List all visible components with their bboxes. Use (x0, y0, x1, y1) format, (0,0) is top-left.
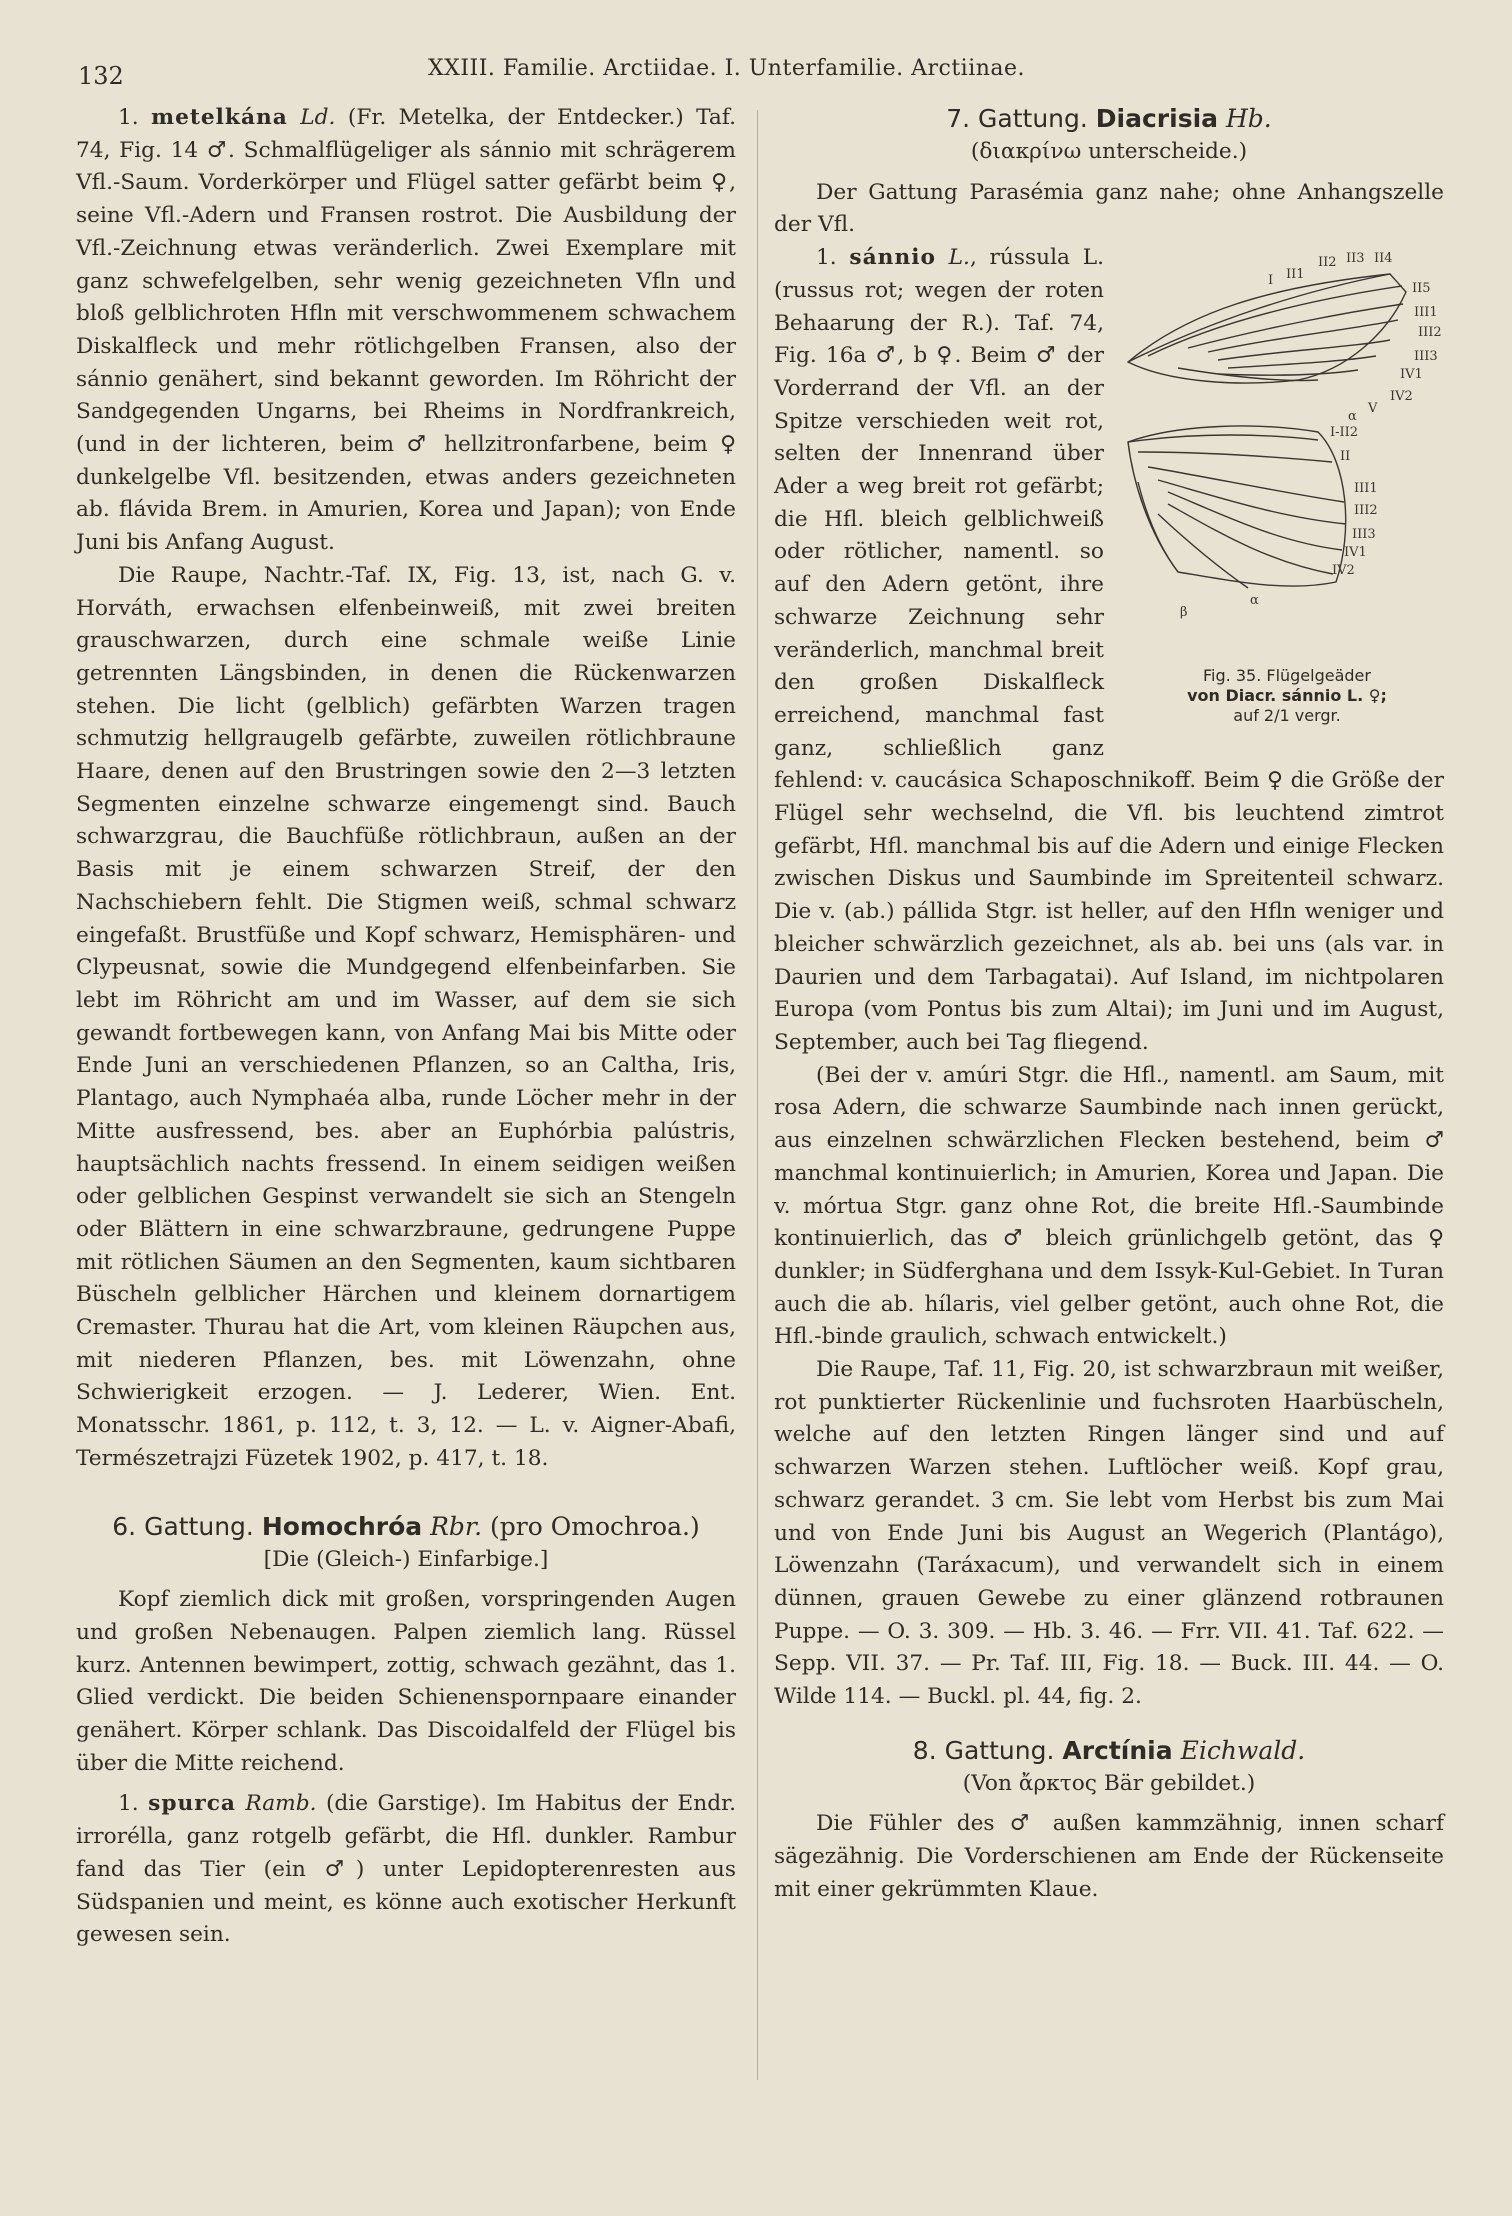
genus-name: Diacrisia (1095, 104, 1219, 133)
vein-label: II5 (1412, 281, 1431, 297)
genus-subtitle: (διακρίνω unterscheide.) (970, 139, 1248, 164)
column-divider (757, 110, 758, 2080)
vein-label: IV1 (1400, 367, 1423, 383)
vein-label: II2 (1318, 255, 1337, 271)
entry-number: 1. (118, 1791, 139, 1817)
raupe-paragraph: Die Raupe, Nachtr.-Taf. IX, Fig. 13, ist, nach G. v. Horváth, erwachsen elfenbeinweiß, mit zwei breiten grauschwarzen, durch eine schmale weiße Linie getrennten Längsbinden, in denen die Rückenwarzen stehen. Die licht (gelblich) gefärbten Warzen tragen schmutzig hellgraugelb gefärbte, zuweilen rötlichbraune Haare, denen auf den Brustringen sowie den 2—3 letzten Segmenten einzelne schwarze eingemengt sind. Bauch schwarzgrau, die Bauchfüße rötlichbraun, außen an der Basis mit je einem schwarzen Streif, der den Nachschiebern fehlt. Die Stigmen weiß, schmal schwarz eingefaßt. Brustfüße und Kopf schwarz, Hemisphären- und Clypeusnat, sowie die Mundgegend elfenbeinfarben. Sie lebt im Röhricht am und im Wasser, auf dem sie sich gewandt fortbewegen kann, von Anfang Mai bis Mitte oder Ende Juni an verschiedenen Pflanzen, so an Caltha, Iris, Plantago, auch Nymphaéa alba, runde Löcher mehr in der Mitte ausfressend, bes. aber an Euphórbia palústris, hauptsächlich nachts fressend. In einem seidigen weißen oder gelblichen Gespinst verwandelt sie sich an Stengeln oder Blättern in eine schwarzbraune, gedrungene Puppe mit rötlichen Säumen an den Segmenten, kaum sichtbaren Büscheln gelblicher Härchen und kleinem dornartigem Cremaster. Thurau hat die Art, vom kleinen Räupchen aus, mit niederen Pflanzen, bes. mit Löwenzahn, ohne Schwierigkeit erzogen. — J. Lederer, Wien. Ent. Monatsschr. 1861, p. 112, t. 3, 12. — L. v. Aigner-Abafi, Természetrajzi Füzetek 1902, p. 417, t. 18. (76, 562, 736, 1471)
spacer (76, 1476, 736, 1510)
spacer (76, 1780, 736, 1788)
species-name: spurca (148, 1791, 236, 1817)
figure-caption (1118, 666, 1456, 726)
genus-number: 6. Gattung. (112, 1511, 254, 1541)
genus-subtitle: [Die (Gleich-) Einfarbige.] (263, 1546, 549, 1572)
vein-label: III2 (1418, 325, 1442, 341)
running-head: XXIII. Familie. Arctiidae. I. Unterfamilie. Arctiinae. (428, 56, 1026, 81)
species-author: L. (948, 245, 970, 271)
species-author: Ramb. (245, 1791, 317, 1817)
vein-label: II1 (1286, 267, 1305, 283)
spacer (774, 1800, 1444, 1808)
species-text: (die Garstige). Im Habitus der Endr. irrorélla, ganz rotgelb gefärbt, die Hfl. dunkler. Rambur fand das Tier (ein ♂) unter Lepidopterenresten aus Südspanien und meint, es könne auch exotischer Herkunft gewesen sein. (76, 1791, 736, 1948)
vein-label: III1 (1414, 305, 1438, 321)
vein-label: III3 (1414, 349, 1438, 365)
vein-label: I-II2 (1330, 425, 1359, 441)
genus-note: (pro Omochroa.) (490, 1511, 700, 1541)
vein-label: IV1 (1344, 545, 1367, 561)
genus-heading-homochroa (76, 1510, 736, 1544)
genus-name: Arctínia (1062, 1735, 1173, 1765)
hindwing-outline (1128, 426, 1346, 586)
page-number: 132 (78, 62, 124, 90)
vein-label: β (1180, 605, 1188, 621)
wing-venation-diagram (1118, 252, 1456, 662)
species-entry-metelkana (76, 102, 736, 560)
species-text: (Fr. Metelka, der Entdecker.) Taf. 74, Fig. 14 ♂. Schmalflügeliger als sánnio mit schrägerem Vfl.-Saum. Vorderkörper und Flügel satter gefärbt beim ♀, seine Vfl.-Adern und Fransen rostrot. Die Ausbildung der Vfl.-Zeichnung etwas veränderlich. Zwei Exemplare mit ganz schwefelgelben, sehr wenig gezeichneten Vfln und bloß gelblichroten Hfln mit verschwommenem schwachem Diskalfleck und mehr rötlichgelben Fransen, also der sánnio genähert, sind bekannt geworden. Im Röhricht der Sandgegenden Ungarns, bei Rheims in Nordfrankreich, (und in der lichteren, beim ♂ hellzitronfarbene, beim ♀ dunkelgelbe Vfl. besitzenden, etwas anders gezeichneten ab. flávida Brem. in Amurien, Korea und Japan); von Ende Juni bis Anfang August. (76, 105, 737, 556)
species-author: Ld. (300, 105, 336, 130)
genus-heading-arctinia (774, 1734, 1444, 1768)
caption-line: auf 2/1 vergr. (1233, 706, 1341, 726)
species-name: metelkána (151, 105, 288, 130)
genus-description: Die Fühler des ♂ außen kammzähnig, innen scharf sägezähnig. Die Vorderschienen am Ende der Rückenseite mit einer gekrümmten Klaue. (774, 1811, 1444, 1902)
vein-label: IV2 (1332, 563, 1355, 579)
genus-heading-diacrisia (774, 102, 1444, 136)
page-header (78, 56, 1458, 92)
raupe-paragraph: Die Raupe, Taf. 11, Fig. 20, ist schwarzbraun mit weißer, rot punktierter Rückenlinie und fuchsroten Haarbüscheln, welche auf den letzten Ringen länger sind und auf schwarzen Warzen stehen. Luftlöcher weiß. Kopf grau, schwarz gerandet. 3 cm. Sie lebt vom Herbst bis zum Mai und von Ende Juni bis August an Wegerich (Plantágo), Löwenzahn (Taráxacum), und verwandelt sich in einem dünnen, grauen Gewebe zu einer glänzend rotbraunen Puppe. — O. 3. 309. — Hb. 3. 46. — Frr. VII. 41. Taf. 622. — Sepp. VII. 37. — Pr. Taf. III, Fig. 18. — Buck. III. 44. — O. Wilde 114. — Buckl. pl. 44, fig. 2. (774, 1357, 1444, 1710)
genus-author: Eichwald. (1180, 1735, 1306, 1765)
vein-label: II (1340, 449, 1351, 465)
genus-description: Kopf ziemlich dick mit großen, vorspringenden Augen und großen Nebenaugen. Palpen ziemlich lang. Rüssel kurz. Antennen bewimpert, zottig, schwach gezähnt, das 1. Glied verdickt. Die beiden Schienenspornpaare einander genähert. Körper schlank. Das Discoidalfeld der Flügel bis über die Mitte reichend. (76, 1587, 736, 1776)
vein-label: II3 (1346, 252, 1365, 267)
genus-author: Rbr. (430, 1511, 483, 1541)
spacer (76, 1576, 736, 1584)
vein-label: IV2 (1390, 389, 1413, 405)
entry-number: 1. (816, 245, 837, 271)
genus-name: Homochróa (261, 1511, 423, 1541)
wing-venation-figure (1118, 252, 1456, 744)
vein-label: α (1348, 409, 1357, 425)
left-column (76, 102, 736, 1952)
vein-label: V (1368, 401, 1378, 417)
vein-label: III1 (1354, 481, 1378, 497)
vein-label: I (1268, 273, 1274, 289)
vein-label: III2 (1354, 503, 1378, 519)
genus-number: 8. Gattung. (912, 1735, 1055, 1765)
spacer (774, 1714, 1444, 1734)
genus-subtitle: (Von ἄρκτος Bär gebildet.) (962, 1770, 1256, 1796)
species-name: sánnio (849, 245, 936, 271)
vein-label: α (1250, 593, 1259, 609)
caption-line: von Diacr. sánnio L. ♀; (1187, 686, 1387, 706)
genus-author: Hb. (1225, 104, 1272, 133)
species-entry-spurca (76, 1788, 736, 1952)
genus-number: 7. Gattung. (946, 104, 1088, 133)
species-text: , rússula L. (russus rot; wegen der roten Behaarung der R.). Taf. 74, Fig. 16a ♂, b ♀. Beim ♂ der Vorderrand der Vfl. an der Spitze verschieden weit rot, selten der Innenrand über Ader a weg breit rot gefärbt; die Hfl. bleich gelblichweiß oder rötlicher, namentl. so auf den Adern getönt, ihre schwarze Zeichnung sehr veränderlich, manchmal breit den großen Diskalfleck erreichend, manchmal fast ganz, schließlich ganz fehlend: v. caucásica Schaposchnikoff. Beim ♀ die Größe der Flügel sehr wechselnd, die Vfl. bis leuchtend zimtrot gefärbt, Hfl. manchmal bis auf die Adern und einige Flecken zwischen Diskus und Saumbinde im Spreitenteil schwarz. Die v. (ab.) pállida Stgr. ist heller, auf den Hfln weniger und bleicher schwärzlich gezeichnet, als ab. bei uns (als var. in Daurien und dem Tarbagatai). Auf Island, im nichtpolaren Europa (vom Pontus bis zum Altai); im Juni und im August, September, auch bei Tag fliegend. (774, 245, 1444, 1055)
right-column (774, 102, 1444, 1907)
spacer (774, 169, 1444, 177)
genus-description: Der Gattung Parasémia ganz nahe; ohne Anhangszelle der Vfl. (774, 179, 1444, 238)
bracket-paragraph: (Bei der v. amúri Stgr. die Hfl., namentl. am Saum, mit rosa Adern, die schwarze Saumbinde nach innen gerückt, aus einzelnen schwärzlichen Flecken bestehend, beim ♂ manchmal kontinuierlich; in Amurien, Korea und Japan. Die v. mórtua Stgr. ganz ohne Rot, die breite Hfl.-Saumbinde kontinuierlich, das ♂ bleich grünlichgelb getönt, das ♀ dunkler; in Südferghana und dem Issyk-Kul-Gebiet. In Turan auch die ab. hílaris, viel gelber getönt, auch ohne Rot, die Hfl.-binde graulich, schwach entwickelt.) (774, 1062, 1444, 1350)
vein-label: II4 (1374, 252, 1393, 267)
vein-label: III3 (1352, 527, 1376, 543)
caption-line: Fig. 35. Flügelgeäder (1203, 666, 1371, 686)
entry-number: 1. (118, 105, 139, 130)
